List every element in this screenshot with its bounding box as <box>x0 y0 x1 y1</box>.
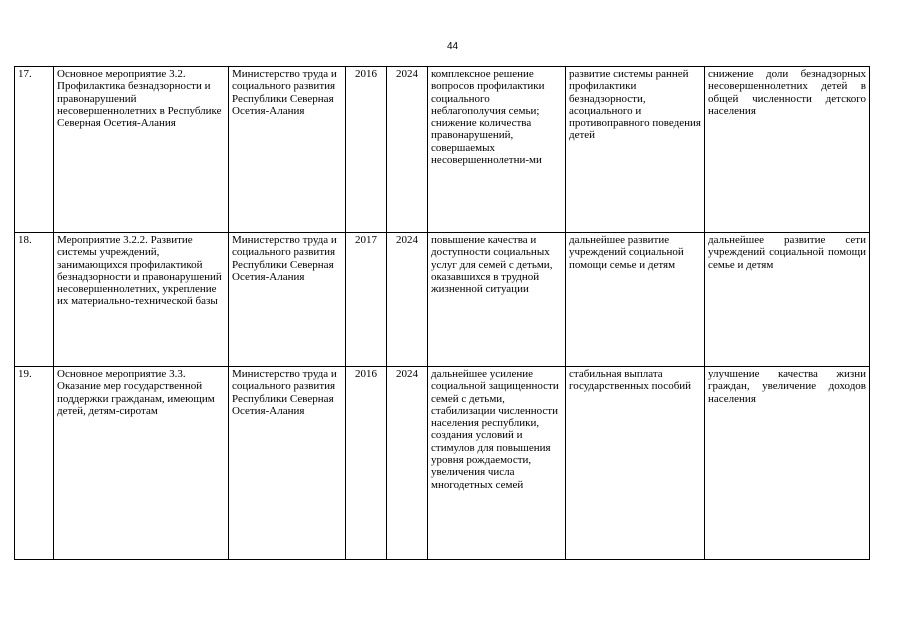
table-row <box>15 233 870 367</box>
expected-result: стабильная выплата государственных пособий <box>566 367 705 560</box>
executor: Министерство труда и социального развития Республики Северная Осетия-Алания <box>229 67 346 233</box>
end-year: 2024 <box>387 233 428 367</box>
measure-name: Основное мероприятие 3.2. Профилактика безнадзорности и правонарушений несовершеннолетних в Республике Северная Осетия-Алания <box>54 67 229 233</box>
measure-name: Основное мероприятие 3.3. Оказание мер государственной поддержки гражданам, имеющим детей, детям-сиротам <box>54 367 229 560</box>
page-number: 44 <box>446 41 459 52</box>
start-year: 2016 <box>346 367 387 560</box>
start-year: 2016 <box>346 67 387 233</box>
row-number: 18. <box>15 233 54 367</box>
measure-name: Мероприятие 3.2.2. Развитие системы учреждений, занимающихся профилактикой безнадзорности и правонарушений несовершеннолетних, укрепление их материально-технической базы <box>54 233 229 367</box>
row-number: 19. <box>15 367 54 560</box>
end-year: 2024 <box>387 367 428 560</box>
program-measures-table <box>14 66 870 560</box>
measure-content: дальнейшее усиление социальной защищенности семей с детьми, стабилизации численности населения республики, создания условий и стимулов для повышения уровня рождаемости, увеличения числа многодетных семей <box>428 367 566 560</box>
table-row <box>15 367 870 560</box>
target-indicator: улучшение качества жизни граждан, увеличение доходов населения <box>705 367 870 560</box>
executor: Министерство труда и социального развития Республики Северная Осетия-Алания <box>229 367 346 560</box>
measure-content: комплексное решение вопросов профилактики социального неблагополучия семьи; снижение количества правонарушений, совершаемых несовершеннолетни-ми <box>428 67 566 233</box>
executor: Министерство труда и социального развития Республики Северная Осетия-Алания <box>229 233 346 367</box>
row-number: 17. <box>15 67 54 233</box>
measure-content: повышение качества и доступности социальных услуг для семей с детьми, оказавшихся в трудной жизненной ситуации <box>428 233 566 367</box>
expected-result: дальнейшее развитие учреждений социальной помощи семье и детям <box>566 233 705 367</box>
expected-result: развитие системы ранней профилактики безнадзорности, асоциального и противоправного поведения детей <box>566 67 705 233</box>
target-indicator: снижение доли безнадзорных несовершеннолетних детей в общей численности детского населения <box>705 67 870 233</box>
table-row <box>15 67 870 233</box>
start-year: 2017 <box>346 233 387 367</box>
end-year: 2024 <box>387 67 428 233</box>
target-indicator: дальнейшее развитие сети учреждений социальной помощи семье и детям <box>705 233 870 367</box>
